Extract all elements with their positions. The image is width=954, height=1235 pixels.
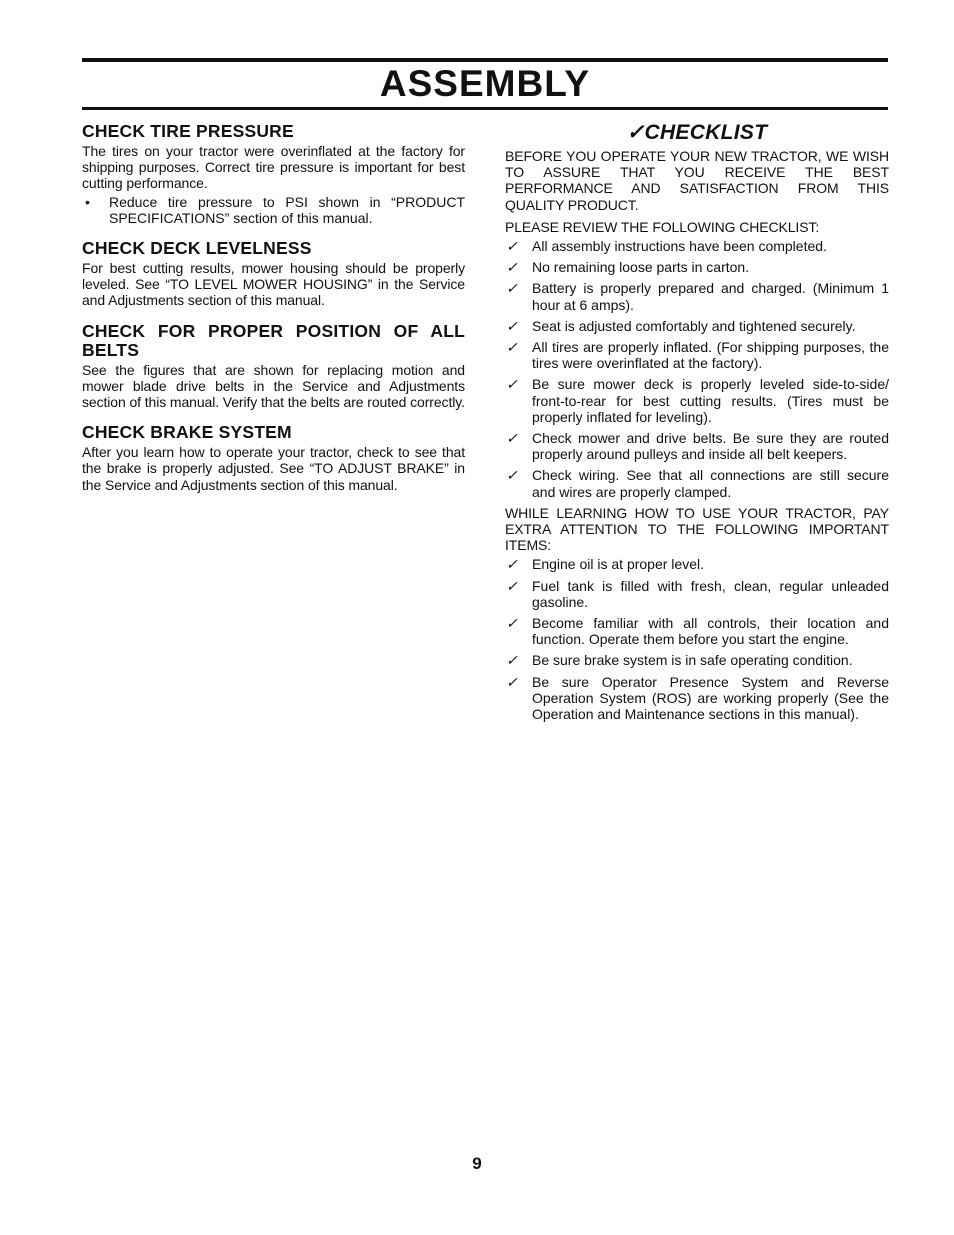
checklist-item-text: Fuel tank is filled with fresh, clean, regular unleaded gasoline. [532,577,889,610]
check-mark-icon: ✓ [506,615,518,632]
check-mark-icon: ✓ [506,430,518,447]
left-column [82,122,465,493]
checklist-item [505,615,889,647]
checklist-item-text: No remaining loose parts in carton. [532,259,750,276]
checklist-item-text: Be sure Operator Presence System and Reverse Operation System (ROS) are working properly (See the Operation and Maintenance sections in this manual). [532,673,889,723]
check-mark-icon: ✓ [506,259,518,276]
check-mark-icon: ✓ [506,577,518,594]
check-mark-icon: ✓ [506,467,518,484]
page-number: 9 [472,1154,482,1173]
checklist-item [505,259,889,275]
checklist-item [505,339,889,371]
check-mark-icon: ✓ [506,652,518,669]
check-mark-icon: ✓ [506,376,518,393]
checklist-item [505,467,889,499]
checklist-item [505,556,889,572]
brake-heading: CHECK BRAKE SYSTEM [82,422,292,443]
checklist-item-text: Battery is properly prepared and charged. (Minimum 1 hour at 6 amps). [532,280,889,313]
checklist-item [505,430,889,462]
belts-heading: CHECK FOR PROPER POSITION OF ALL BELTS [82,320,465,360]
checklist-item-text: Seat is adjusted comfortably and tightened securely. [532,317,856,334]
check-mark-icon: ✓ [506,556,518,573]
check-mark-icon: ✓ [506,280,518,297]
checklist-review-prompt: PLEASE REVIEW THE FOLLOWING CHECKLIST: [505,218,820,235]
deck-levelness-body: For best cutting results, mower housing should be properly leveled. See “TO LEVEL MOWER HOUSING” in the Service and Adjustments section of this manual. [82,260,465,309]
tire-pressure-bullet-text: Reduce tire pressure to PSI shown in “PRODUCT SPECIFICATIONS” section of this manual. [109,193,465,226]
checklist-item-text: All tires are properly inflated. (For shipping purposes, the tires were overinflated at the factory). [532,339,889,372]
checklist-item-text: Be sure brake system is in safe operating condition. [532,652,853,669]
checklist-item [505,318,889,334]
check-mark-icon: ✓ [506,339,518,356]
checklist-title: ✓CHECKLIST [626,121,768,144]
checklist-item [505,652,889,668]
checklist-item [505,238,889,254]
check-mark-icon: ✓ [506,673,518,690]
check-mark-icon: ✓ [506,238,518,255]
checklist-item [505,280,889,312]
checklist-item-text: Check wiring. See that all connections are still secure and wires are properly clamped. [532,467,889,500]
checklist-intro: BEFORE YOU OPERATE YOUR NEW TRACTOR, WE WISH TO ASSURE THAT YOU RECEIVE THE BEST PERFORMANCE AND SATISFACTION FROM THIS QUALITY PRODUCT. [505,148,889,213]
checklist-item [505,674,889,723]
bullet-icon: • [85,193,90,210]
checklist-learning-intro: WHILE LEARNING HOW TO USE YOUR TRACTOR, PAY EXTRA ATTENTION TO THE FOLLOWING IMPORTANT ITEMS: [505,504,889,554]
tire-pressure-body: The tires on your tractor were overinflated at the factory for shipping purposes. Correct tire pressure is important for best cutting performance. [82,143,465,192]
tire-pressure-heading: CHECK TIRE PRESSURE [82,121,294,141]
checklist-before-operating [505,238,889,500]
checklist-item [505,578,889,610]
header-bottom-rule [82,107,888,110]
brake-body: After you learn how to operate your tractor, check to see that the brake is properly adjusted. See “TO ADJUST BRAKE” in the Service and Adjustments section of this manual. [82,444,465,493]
right-column [505,122,889,727]
deck-levelness-section [82,239,465,309]
belts-body: See the figures that are shown for replacing motion and mower blade drive belts in the Service and Adjustments section of this manual. Verify that the belts are routed correctly. [82,361,465,411]
checklist-item-text: Check mower and drive belts. Be sure they are routed properly around pulleys and inside all belt keepers. [532,430,889,463]
deck-levelness-heading: CHECK DECK LEVELNESS [82,238,312,259]
belts-section [82,322,465,411]
checklist-item-text: Be sure mower deck is properly leveled side-to-side/ front-to-rear for best cutting results. (Tires must be properly inflated for leveling). [532,376,889,425]
tire-pressure-section [82,122,465,226]
checklist-item-text: Engine oil is at proper level. [532,556,704,573]
tire-pressure-bullet [82,194,465,226]
checklist-important-items [505,556,889,722]
checklist-item-text: All assembly instructions have been completed. [532,238,827,255]
brake-section [82,423,465,493]
page-title: ASSEMBLY [379,63,591,104]
check-mark-icon: ✓ [506,317,518,334]
checklist-item [505,376,889,425]
checklist-item-text: Become familiar with all controls, their location and function. Operate them before you start the engine. [532,615,889,648]
